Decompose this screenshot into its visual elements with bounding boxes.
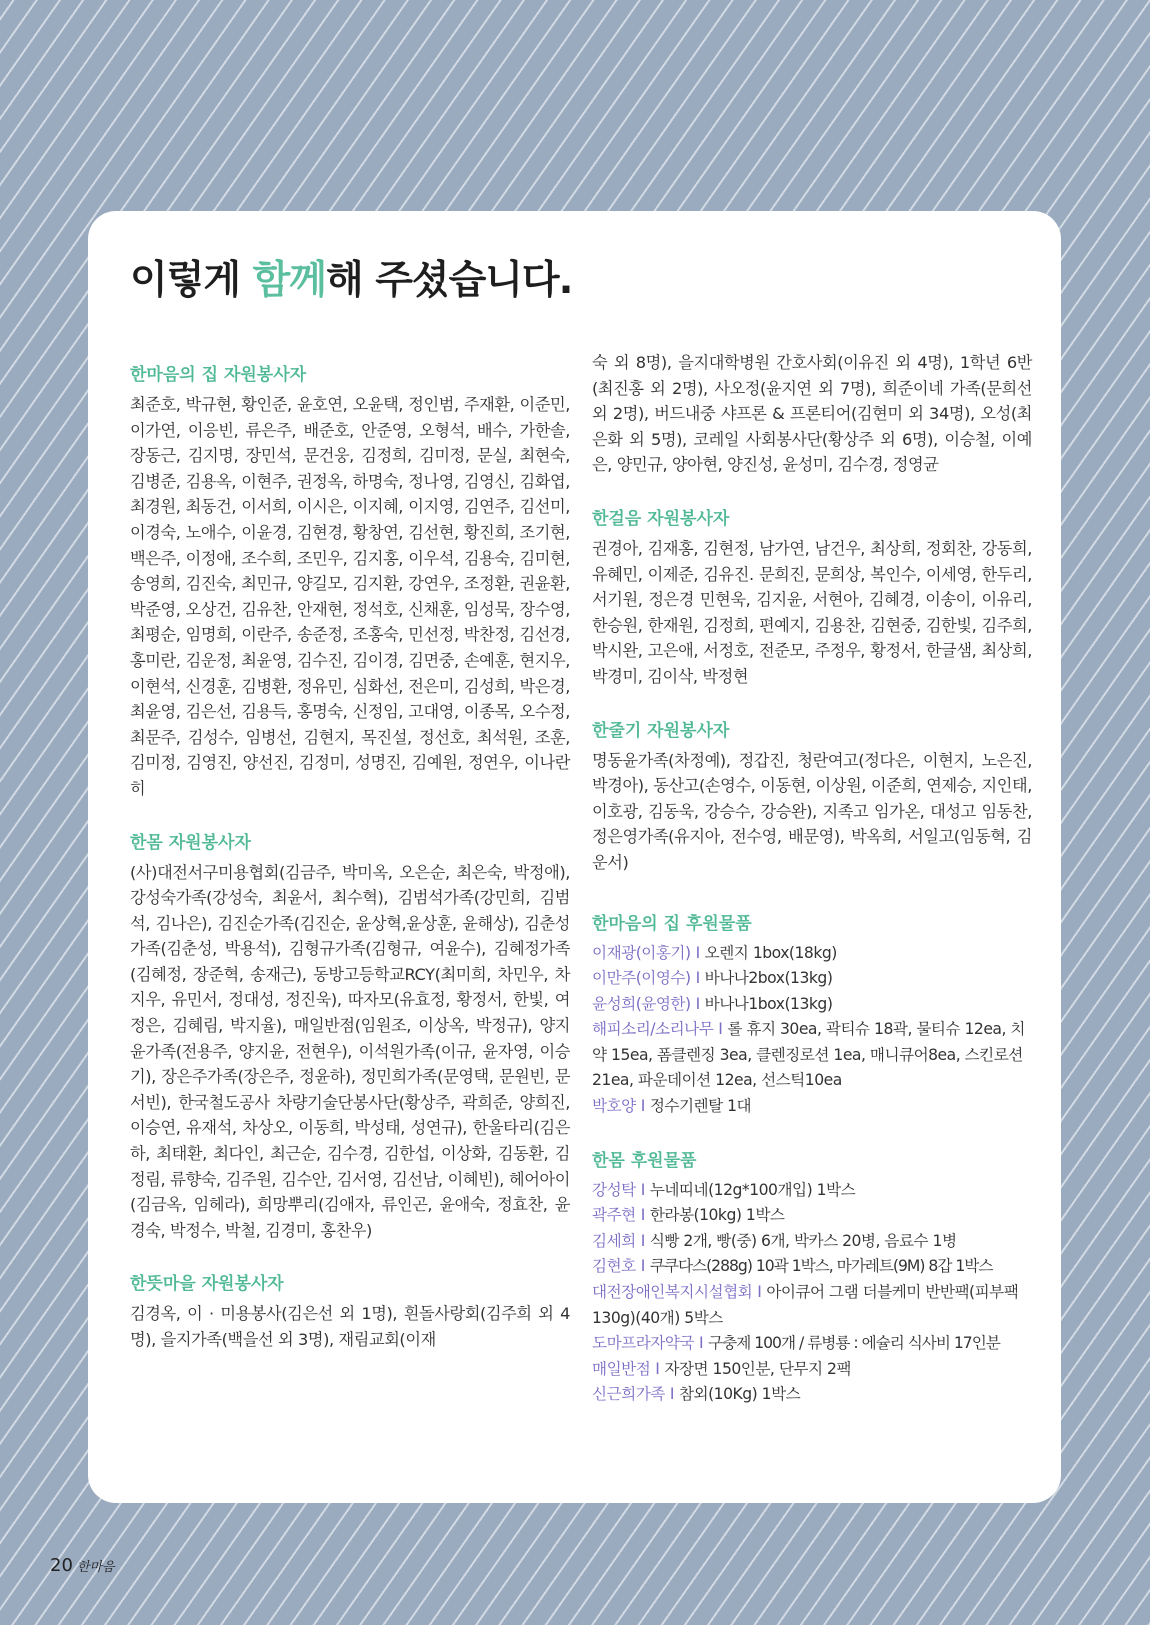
- donation-desc: 정수기렌탈 1대: [649, 1097, 752, 1116]
- donation-item: [592, 1280, 1032, 1331]
- donor-name: 이재광(이홍기): [592, 943, 691, 962]
- left-column: [130, 363, 570, 1382]
- separator: I: [655, 1359, 660, 1378]
- title-post: 해 주셨습니다.: [325, 258, 573, 303]
- section-hanjulgi-volunteers: [592, 719, 1032, 876]
- donation-desc: 아이큐어 그램 더블케미 반반팩(피부팩130g)(40개) 5박스: [592, 1283, 1019, 1327]
- donation-desc: 오렌지 1box(18kg): [704, 943, 837, 962]
- donation-desc: 바나나2box(13kg): [704, 969, 833, 988]
- section-body: 권경아, 김재홍, 김현정, 남가연, 남건우, 최상희, 정회찬, 강동희, 유혜민, 이제준, 김유진. 문희진, 문희상, 복인수, 이세영, 한두리, 서기원, 정은경 민현욱, 김지윤, 서현아, 김혜경, 이송이, 이유리, 한승원, 한재원, 김정희, 편예지, 김용찬, 김현중, 김한빛, 김주희, 박시완, 고은애, 서정호, 전준모, 주정우, 황정서, 한글샘, 최상희, 박경미, 김이삭, 박정현: [592, 538, 1032, 686]
- donor-name: 강성탁: [592, 1180, 636, 1199]
- donation-desc: 식빵 2개, 빵(중) 6개, 박카스 20병, 음료수 1병: [649, 1231, 957, 1250]
- donor-name: 대전장애인복지시설협회: [592, 1283, 753, 1302]
- donation-item: [592, 941, 1032, 967]
- donor-name: 김세희: [592, 1231, 636, 1250]
- donation-desc: 쿠쿠다스(288g) 10곽 1박스, 마가레트(9M) 8갑 1박스: [649, 1257, 993, 1276]
- separator: I: [698, 1334, 704, 1353]
- page-number: 20: [50, 1555, 73, 1576]
- donor-name: 해피소리/소리나무: [592, 1020, 714, 1039]
- section-continued: [592, 350, 1032, 478]
- section-hanmom-volunteers: [130, 831, 570, 1244]
- donation-item: [592, 966, 1032, 992]
- donor-name: 박호양: [592, 1097, 636, 1116]
- donation-item: [592, 1229, 1032, 1255]
- section-body: (사)대전서구미용협회(김금주, 박미옥, 오은순, 최은숙, 박정애), 강성숙가족(강성숙, 최윤서, 최수혁), 김범석가족(강민희, 김범석, 김나은), 김진순가족(김진순, 윤상혁,윤상훈, 윤해상), 김춘성가족(김춘성, 박용석), 김형규가족(김형규, 여윤수), 김혜정가족(김혜정, 장준혁, 송재근), 동방고등학교RCY(최미희, 차민우, 차지우, 유민서, 정대성, 정진욱), 따자모(유효정, 황정서, 한빛, 여정은, 김혜림, 박지율), 매일반점(임원조, 이상옥, 박정규), 양지윤가족(전용주, 양지윤, 전현우), 이석원가족(이규, 윤자영, 이승기), 장은주가족(장은주, 정윤하), 정민희가족(문영택, 문원빈, 문서빈), 한국철도공사 차량기술단봉사단(황상주, 곽희준, 양희진, 이승연, 유재석, 차상오, 이동희, 박성태, 성연규), 한울타리(김은하, 최태환, 최다인, 최근순, 김수경, 김한섭, 이상화, 김동환, 김정림, 류향숙, 김주원, 김수안, 김서영, 김선남, 이혜빈), 헤어아이(김금옥, 임헤라), 희망뿌리(김애자, 류인곤, 윤애숙, 정효찬, 윤경숙, 박정수, 박철, 김경미, 홍찬우): [130, 862, 570, 1240]
- donor-name: 매일반점: [592, 1359, 651, 1378]
- section-heading: 한뜻마을 자원봉사자: [130, 1274, 284, 1295]
- separator: I: [695, 943, 700, 962]
- section-heading: 한마음의 집 자원봉사자: [130, 365, 307, 385]
- separator: I: [695, 994, 700, 1013]
- section-heading: 한줄기 자원봉사자: [592, 720, 730, 741]
- donation-item: [592, 1331, 1032, 1357]
- donor-name: 도마프라자약국: [592, 1334, 694, 1353]
- section-heading: 한마음의 집 후원물품: [592, 913, 752, 934]
- donation-desc: 롤 휴지 30ea, 곽티슈 18곽, 물티슈 12ea, 치약 15ea, 폼클렌징 3ea, 클렌징로션 1ea, 매니큐어8ea, 스킨로션 21ea, 파운데이션 12ea, 선스틱10ea: [592, 1020, 1025, 1090]
- donation-item: [592, 1017, 1032, 1094]
- separator: I: [640, 1257, 645, 1276]
- section-body: 최준호, 박규현, 황인준, 윤호연, 오윤택, 정인범, 주재환, 이준민, 이가연, 이응빈, 류은주, 배준호, 안준영, 오형석, 배수, 가한솔, 장동근, 김지명, 장민석, 문건웅, 김정희, 김미정, 문실, 최현숙, 김병준, 김용옥, 이현주, 권정옥, 하명숙, 정나영, 김영신, 김화엽, 최경원, 최동건, 이서희, 이시은, 이지혜, 이지영, 김연주, 김선미, 이경숙, 노애수, 이윤경, 김현경, 황창연, 김선현, 황진희, 조기현, 백은주, 이정애, 조수희, 조민우, 김지홍, 이우석, 김용숙, 김미현, 송영희, 김진숙, 최민규, 양길모, 김지환, 강연우, 조정환, 권윤환, 박준영, 오상건, 김유찬, 안재현, 정석호, 신채훈, 임성묵, 장수영, 최평순, 임명희, 이란주, 송준정, 조홍숙, 민선정, 박찬정, 김선경, 홍미란, 김운정, 최윤영, 김수진, 김이경, 김면중, 손예훈, 현지우, 이현석, 신경훈, 김병환, 정유민, 심화선, 전은미, 김성희, 박은경, 최윤영, 김은선, 김용득, 홍명숙, 신정임, 고대영, 이종목, 오수정, 최문주, 김성수, 임병선, 김현지, 목진설, 정선호, 최석원, 조훈, 김미정, 김영진, 양선진, 김정미, 성명진, 김예원, 정연우, 이나란히: [130, 395, 570, 798]
- donation-desc: 참외(10Kg) 1박스: [678, 1385, 801, 1404]
- page-footer: [50, 1555, 115, 1576]
- donation-desc: 구충제 100개 / 류병룡 : 에슐리 식사비 17인분: [708, 1334, 1000, 1353]
- donation-item: [592, 1178, 1032, 1204]
- donation-item: [592, 1254, 1032, 1280]
- section-heading: 한걸음 자원봉사자: [592, 508, 730, 529]
- magazine-brand: 한마음: [76, 1560, 115, 1575]
- section-body: 숙 외 8명), 을지대학병원 간호사회(이유진 외 4명), 1학년 6반(최진홍 외 2명), 사오정(윤지연 외 7명), 희준이네 가족(문희선 외 2명), 버드내중 샤프론 & 프론티어(김현미 외 34명), 오성(최은화 외 5명), 코레일 사회봉사단(황상주 외 6명), 이승철, 이예은, 양민규, 양아현, 양진성, 윤성미, 김수경, 정영균: [592, 353, 1032, 475]
- section-heading: 한몸 후원물품: [592, 1150, 697, 1171]
- donation-item: [592, 1203, 1032, 1229]
- donation-item: [592, 1094, 1032, 1120]
- donation-desc: 바나나1box(13kg): [704, 994, 833, 1013]
- donor-name: 김현호: [592, 1257, 636, 1276]
- section-heading: 한몸 자원봉사자: [130, 832, 251, 853]
- donor-name: 곽주현: [592, 1206, 636, 1225]
- separator: I: [757, 1283, 762, 1302]
- donation-desc: 누네띠네(12g*100개입) 1박스: [649, 1180, 856, 1199]
- donation-item: [592, 1357, 1032, 1383]
- separator: I: [695, 969, 700, 988]
- separator: I: [640, 1206, 645, 1225]
- separator: I: [640, 1097, 645, 1116]
- donation-item: [592, 992, 1032, 1018]
- title-accent: 함께: [252, 258, 326, 303]
- section-hangeoreum-volunteers: [592, 507, 1032, 690]
- donation-desc: 자장면 150인분, 단무지 2팩: [664, 1359, 851, 1378]
- donation-desc: 한라봉(10kg) 1박스: [649, 1206, 785, 1225]
- section-body: 명동윤가족(차정예), 정갑진, 청란여고(정다은, 이현지, 노은진, 박경아), 동산고(손영수, 이동현, 이상원, 이준희, 연제승, 지인태, 이호광, 김동욱, 강승수, 강승완), 지족고 임가온, 대성고 임동찬, 정은영가족(유지아, 전수영, 배문영), 박옥희, 서일고(임동혁, 김운서): [592, 750, 1032, 872]
- section-body: 김경옥, 이 · 미용봉사(김은선 외 1명), 흰돌사랑회(김주희 외 4명), 을지가족(백을선 외 3명), 재림교회(이재: [130, 1304, 570, 1349]
- section-hanmaeum-donations: [592, 912, 1032, 1120]
- separator: I: [640, 1180, 645, 1199]
- section-hanmom-donations: [592, 1149, 1032, 1408]
- right-column: [592, 353, 1032, 1437]
- section-hantteut-volunteers: [130, 1272, 570, 1352]
- donor-name: 신근희가족: [592, 1385, 665, 1404]
- separator: I: [669, 1385, 674, 1404]
- donation-item: [592, 1382, 1032, 1408]
- separator: I: [640, 1231, 645, 1250]
- separator: I: [718, 1020, 723, 1039]
- donor-name: 윤성희(윤영한): [592, 994, 691, 1013]
- title-pre: 이렇게: [130, 258, 253, 303]
- page-title: [130, 249, 572, 305]
- content-card: [88, 211, 1061, 1503]
- section-hanmaeum-volunteers: [130, 363, 570, 802]
- donor-name: 이만주(이영수): [592, 969, 691, 988]
